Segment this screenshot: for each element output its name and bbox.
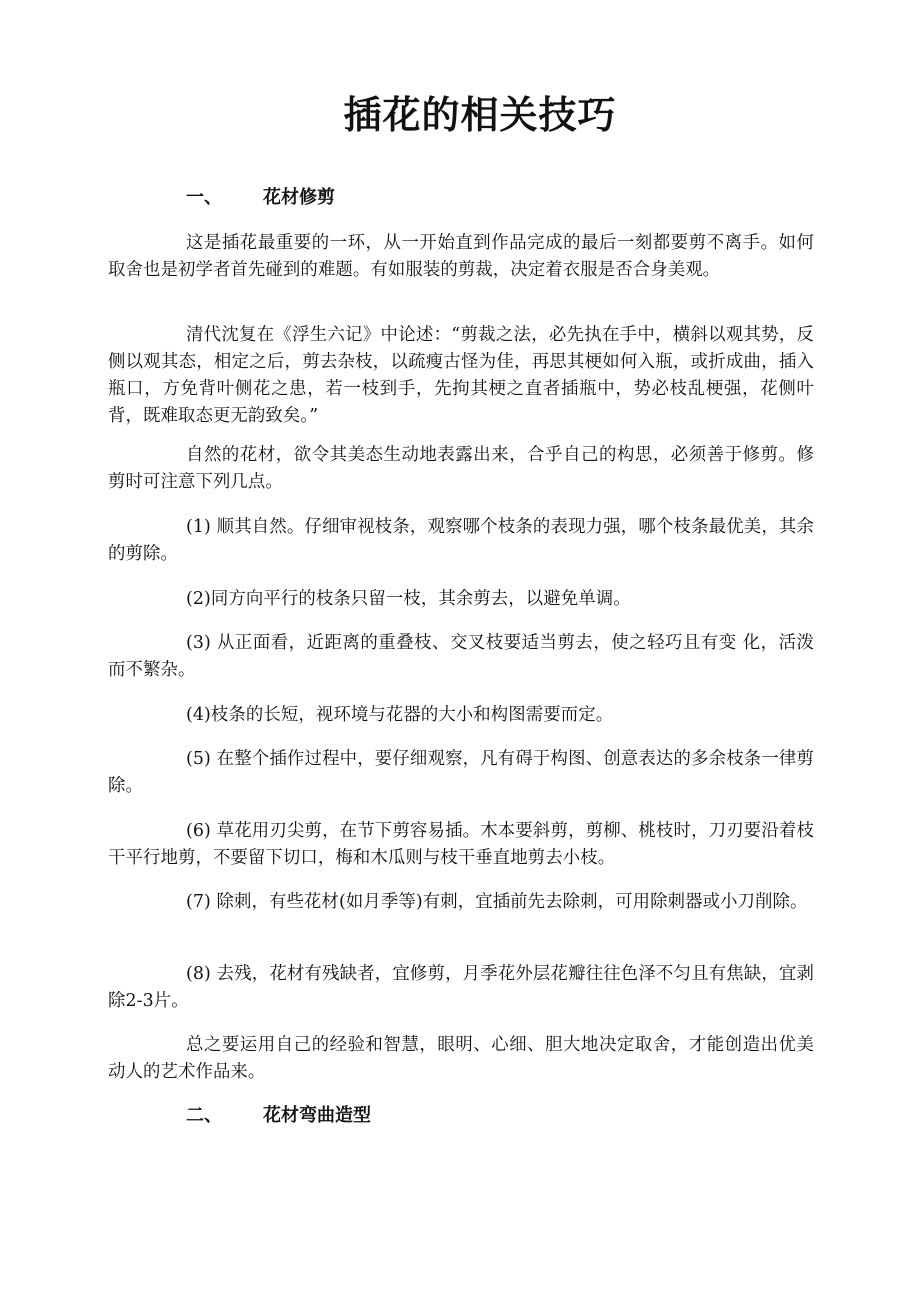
section-number: 二、 [186, 1105, 222, 1126]
paragraph: (8) 去残，花材有残缺者，宜修剪，月季花外层花瓣往往色泽不匀且有焦缺，宜剥除2-3片。 [108, 964, 814, 1011]
paragraph: 自然的花材，欲令其美态生动地表露出来，合乎自己的构思，必须善于修剪。修剪时可注意下列几点。 [108, 445, 814, 492]
paragraph: (4)枝条的长短，视环境与花器的大小和构图需要而定。 [186, 705, 614, 725]
paragraph: (6) 草花用刃尖剪，在节下剪容易插。木本要斜剪，剪柳、桃枝时，刀刃要沿着枝干平行地剪，不要留下切口，梅和木瓜则与枝干垂直地剪去小枝。 [108, 821, 814, 868]
paragraph: (5) 在整个插作过程中，要仔细观察，凡有碍于构图、创意表达的多余枝条一律剪除。 [108, 749, 814, 796]
paragraph: 总之要运用自己的经验和智慧，眼明、心细、胆大地决定取舍，才能创造出优美动人的艺术作品来。 [108, 1035, 814, 1082]
section-heading-2 [186, 1103, 371, 1129]
paragraph: (2)同方向平行的枝条只留一枝，其余剪去，以避免单调。 [186, 589, 631, 609]
paragraph: (1) 顺其自然。仔细审视枝条，观察哪个枝条的表现力强，哪个枝条最优美，其余的剪除。 [108, 517, 814, 564]
page-title: 插花的相关技巧 [343, 93, 617, 137]
paragraph: (3) 从正面看，近距离的重叠枝、交叉枝要适当剪去，使之轻巧且有变 化，活泼而不繁杂。 [108, 633, 814, 680]
section-title: 花材修剪 [263, 187, 335, 208]
paragraph: 清代沈复在《浮生六记》中论述：“剪裁之法，必先执在手中，横斜以观其势，反侧以观其态，相定之后，剪去杂枝，以疏瘦古怪为佳，再思其梗如何入瓶，或折成曲，插入瓶口，方免背叶侧花之患，若一枝到手，先拘其梗之直者插瓶中，势必枝乱梗强，花侧叶背，既难取态更无韵致矣。” [108, 325, 814, 426]
section-title: 花材弯曲造型 [263, 1105, 371, 1126]
paragraph: 这是插花最重要的一环，从一开始直到作品完成的最后一刻都要剪不离手。如何取舍也是初学者首先碰到的难题。有如服装的剪裁，决定着衣服是否合身美观。 [108, 233, 814, 280]
section-heading-1 [186, 185, 335, 211]
section-number: 一、 [186, 187, 222, 208]
paragraph: (7) 除刺，有些花材(如月季等)有刺，宜插前先去除刺，可用除刺器或小刀削除。 [186, 892, 808, 912]
